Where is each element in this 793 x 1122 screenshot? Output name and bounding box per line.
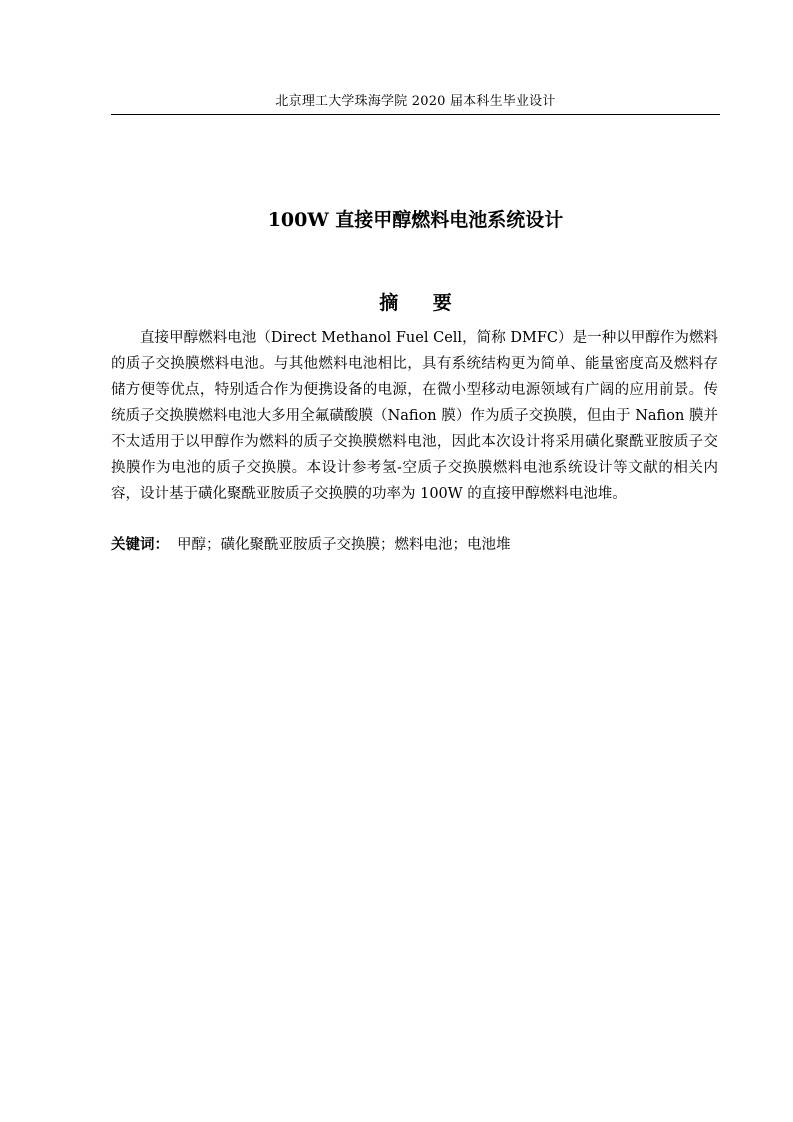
keywords-text: 甲醇；磺化聚酰亚胺质子交换膜；燃料电池；电池堆 (177, 537, 511, 553)
running-header: 北京理工大学珠海学院 2020 届本科生毕业设计 (275, 94, 556, 109)
keywords-label: 关键词： (111, 536, 169, 553)
keywords-line (111, 532, 718, 558)
abstract-heading: 摘 要 (379, 292, 466, 314)
document-title: 100W 直接甲醇燃料电池系统设计 (267, 209, 564, 231)
abstract-body: 直接甲醇燃料电池（Direct Methanol Fuel Cell，简称 DMFC）是一种以甲醇作为燃料的质子交换膜燃料电池。与其他燃料电池相比，具有系统结构更为简单、能量密度高及燃料存储方便等优点，特别适合作为便携设备的电源，在微小型移动电源领域有广阔的应用前景。传统质子交换膜燃料电池大多用全氟磺酸膜（Nafion 膜）作为质子交换膜，但由于 Nafion 膜并不太适用于以甲醇作为燃料的质子交换膜燃料电池，因此本次设计将采用磺化聚酰亚胺质子交换膜作为电池的质子交换膜。本设计参考氢-空质子交换膜燃料电池系统设计等文献的相关内容，设计基于磺化聚酰亚胺质子交换膜的功率为 100W 的直接甲醇燃料电池堆。 (111, 330, 718, 502)
header-rule (111, 114, 720, 115)
